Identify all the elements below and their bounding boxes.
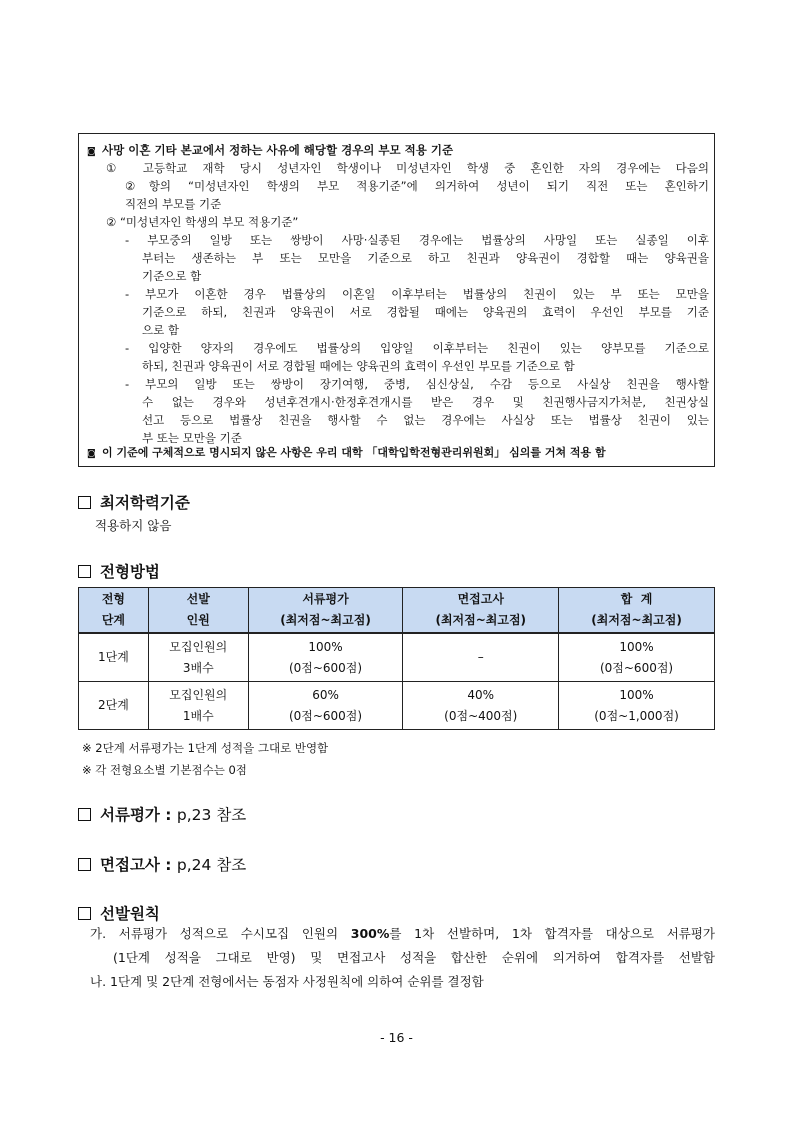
checkbox-square-icon bbox=[78, 565, 91, 578]
notice-sub-line: - 부모중의 일방 또는 쌍방이 사망·실종된 경우에는 법률상의 사망일 또는 실종일 이후 bbox=[125, 233, 709, 247]
cell-interview: 40% (0점~400점) bbox=[403, 682, 559, 730]
method-note: ※ 2단계 서류평가는 1단계 성적을 그대로 반영함 bbox=[82, 741, 329, 755]
section-title: 최저학력기준 bbox=[100, 494, 190, 512]
cell-quota: 모집인원의 1배수 bbox=[148, 682, 248, 730]
checkbox-square-icon bbox=[78, 907, 91, 920]
cell-interview: – bbox=[403, 633, 559, 682]
section-principle bbox=[78, 902, 160, 924]
notice-item2-title: ② “미성년자인 학생의 부모 적용기준” bbox=[106, 215, 299, 229]
checkbox-square-icon bbox=[78, 496, 91, 509]
interview-ref: p,24 참조 bbox=[176, 856, 247, 874]
notice-sub-line: 수 없는 경우와 성년후견개시·한정후견개시를 받은 경우 및 친권행사금지가처분, 친권상실 bbox=[142, 395, 709, 409]
header-total: 합 계 (최저점~최고점) bbox=[559, 588, 715, 634]
notice-footer: 이 기준에 구체적으로 명시되지 않은 사항은 우리 대학 「대학입학전형관리위원회」 심의를 거쳐 적용 함 bbox=[102, 446, 606, 459]
section-title: 선발원칙 bbox=[100, 905, 160, 923]
section-title: 서류평가 : bbox=[100, 806, 172, 824]
principle-a-line2: (1단계 성적을 그대로 반영) 및 면접고사 성적을 합산한 순위에 의거하여 합격자를 선발함 bbox=[113, 950, 715, 965]
notice-sub-line: 부 또는 모만을 기준 bbox=[142, 431, 242, 445]
notice-sub-line: 으로 함 bbox=[142, 323, 179, 337]
principle-a-line1: 가. 서류평가 성적으로 수시모집 인원의 300%를 1차 선발하며, 1차 합격자를 대상으로 서류평가 bbox=[90, 926, 715, 941]
principle-a-bold: 300% bbox=[350, 926, 390, 941]
section-min-score bbox=[78, 491, 190, 513]
notice-item1-line1: ① 고등학교 재학 당시 성년자인 학생이나 미성년자인 학생 중 혼인한 자의 경우에는 다음의 bbox=[106, 161, 709, 175]
doc-eval-ref: p,23 참조 bbox=[176, 806, 247, 824]
cell-stage: 2단계 bbox=[79, 682, 149, 730]
section-title: 면접고사 : bbox=[100, 856, 172, 874]
header-doc-eval: 서류평가 (최저점~최고점) bbox=[248, 588, 403, 634]
cell-total: 100% (0점~600점) bbox=[559, 633, 715, 682]
notice-sub-line: 부터는 생존하는 부 또는 모만을 기준으로 하고 친권과 양육권이 경합할 때는 양육권을 bbox=[142, 251, 709, 265]
page-number: - 16 - bbox=[380, 1030, 413, 1045]
parent-criteria-notice bbox=[78, 133, 715, 467]
min-score-text: 적용하지 않음 bbox=[95, 518, 172, 533]
notice-item1-line3: 직전의 부모를 기준 bbox=[125, 197, 222, 211]
section-doc-eval bbox=[78, 803, 246, 825]
notice-sub-line: - 입양한 양자의 경우에도 법률상의 입양일 이후부터는 친권이 있는 양부모를 기준으로 bbox=[125, 341, 709, 355]
method-note: ※ 각 전형요소별 기본점수는 0점 bbox=[82, 763, 247, 777]
notice-sub-line: - 부모가 이혼한 경우 법률상의 이혼일 이후부터는 법률상의 친권이 있는 부 또는 모만을 bbox=[125, 287, 709, 301]
principle-b: 나. 1단계 및 2단계 전형에서는 동점자 사정원칙에 의하여 순위를 결정함 bbox=[90, 974, 484, 989]
section-method bbox=[78, 560, 160, 582]
header-interview: 면접고사 (최저점~최고점) bbox=[403, 588, 559, 634]
checkbox-square-icon bbox=[78, 808, 91, 821]
notice-sub-line: 하되, 친권과 양육권이 서로 경합될 때에는 양육권의 효력이 우선인 부모를 기준으로 함 bbox=[142, 359, 575, 373]
table-row bbox=[79, 682, 715, 730]
bullet-icon: ◙ bbox=[87, 147, 96, 157]
cell-quota: 모집인원의 3배수 bbox=[148, 633, 248, 682]
section-title: 전형방법 bbox=[100, 563, 160, 581]
cell-total: 100% (0점~1,000점) bbox=[559, 682, 715, 730]
cell-stage: 1단계 bbox=[79, 633, 149, 682]
cell-doc: 60% (0점~600점) bbox=[248, 682, 403, 730]
notice-sub-line: 선고 등으로 법률상 친권을 행사할 수 없는 경우에는 사실상 또는 법률상 친권이 있는 bbox=[142, 413, 709, 427]
table-header-row bbox=[79, 588, 715, 634]
bullet-icon: ◙ bbox=[87, 449, 96, 459]
header-stage: 전형 단계 bbox=[79, 588, 149, 634]
notice-sub-line: 기준으로 하되, 친권과 양육권이 서로 경합될 때에는 양육권의 효력이 우선인 부모를 기준 bbox=[142, 305, 709, 319]
cell-doc: 100% (0점~600점) bbox=[248, 633, 403, 682]
selection-method-table bbox=[78, 587, 715, 730]
header-quota: 선발 인원 bbox=[148, 588, 248, 634]
section-interview bbox=[78, 853, 246, 875]
notice-sub-line: - 부모의 일방 또는 쌍방이 장기여행, 중병, 심신상실, 수감 등으로 사실상 친권을 행사할 bbox=[125, 377, 709, 391]
notice-item1-line2: ②항의 “미성년자인 학생의 부모 적용기준”에 의거하여 성년이 되기 직전 또는 혼인하기 bbox=[125, 179, 709, 193]
notice-sub-line: 기준으로 함 bbox=[142, 269, 202, 283]
notice-title: 사망 이혼 기타 본교에서 정하는 사유에 해당할 경우의 부모 적용 기준 bbox=[102, 143, 454, 157]
table-row bbox=[79, 633, 715, 682]
checkbox-square-icon bbox=[78, 858, 91, 871]
